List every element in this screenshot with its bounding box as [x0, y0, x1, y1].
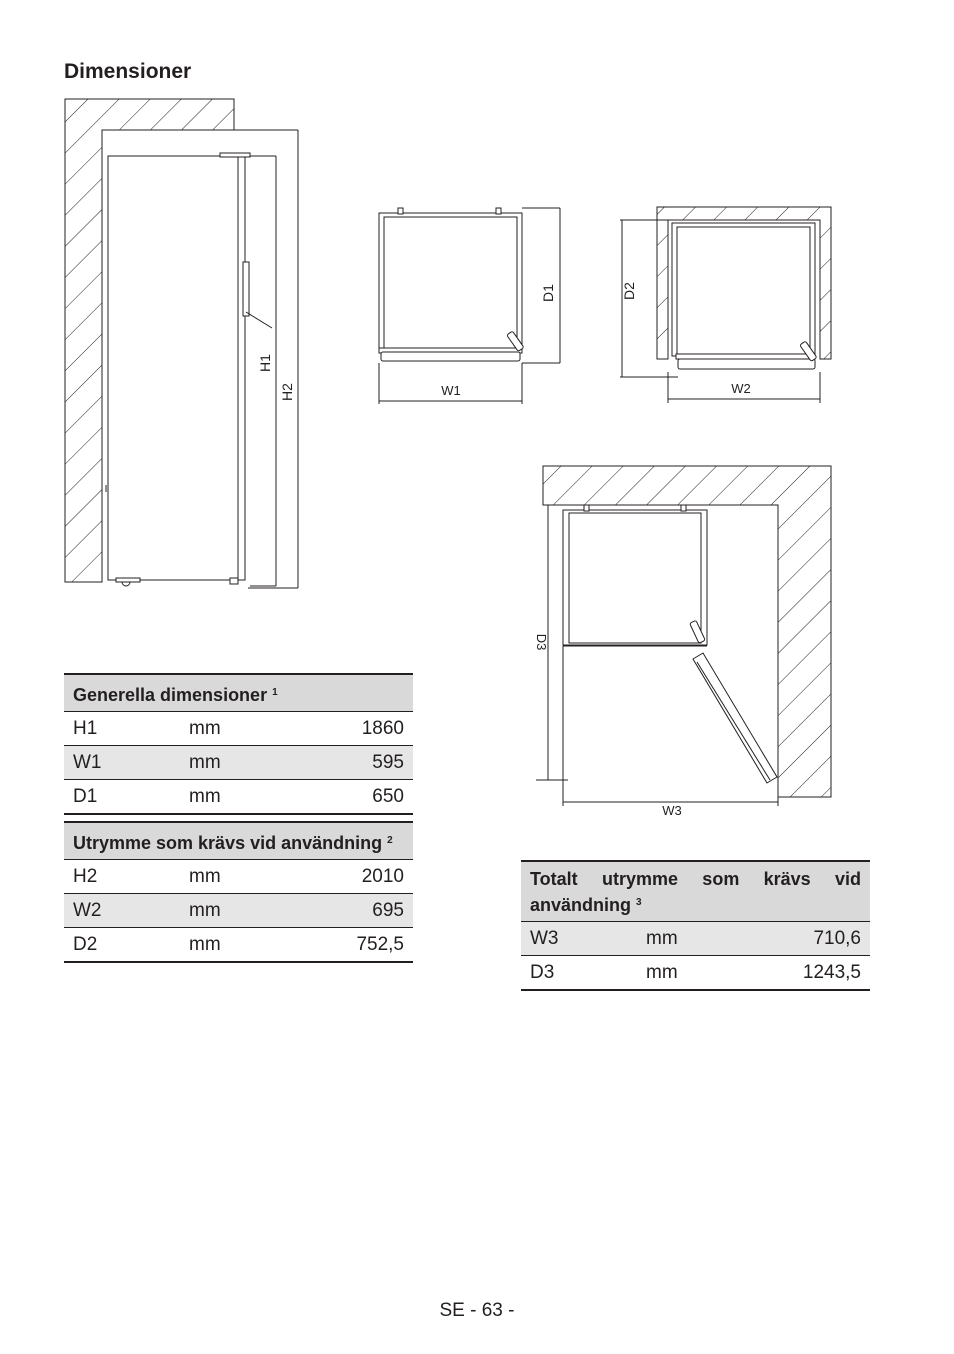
total-space-table	[521, 860, 870, 991]
door-handle	[243, 262, 249, 316]
w3-label: W3	[662, 803, 682, 818]
top-view-w1-figure	[379, 208, 560, 404]
table-header: Utrymme som krävs vid användning $^2$	[64, 822, 413, 860]
table-row: D1 mm 650	[64, 780, 413, 815]
w1-label: W1	[441, 383, 461, 398]
page-title: Dimensioner	[64, 60, 192, 83]
required-space-table	[64, 821, 413, 963]
table-row: W1 mm 595	[64, 746, 413, 780]
table-row: H2 mm 2010	[64, 860, 413, 894]
fridge-body-side	[108, 156, 240, 580]
table-row: D2 mm 752,5	[64, 928, 413, 963]
d1-label: D1	[540, 284, 556, 302]
table-row: W3 mm 710,6	[521, 922, 870, 956]
table-row: H1 mm 1860	[64, 712, 413, 746]
d2-label: D2	[621, 282, 637, 300]
h2-label: H2	[279, 383, 295, 401]
general-dimensions-table	[64, 673, 413, 815]
fridge-door-side	[238, 156, 245, 580]
top-view-w3-figure	[536, 466, 831, 806]
table-header: Totalt utrymme som krävs vid användning $^3$	[521, 861, 870, 922]
table-header: Generella dimensioner $^1$	[64, 674, 413, 712]
page-number: SE - 63 -	[439, 1300, 515, 1321]
table-row: D3 mm 1243,5	[521, 956, 870, 991]
w2-label: W2	[731, 381, 751, 396]
table-row: W2 mm 695	[64, 894, 413, 928]
d3-label: D3	[534, 633, 549, 651]
side-view-figure	[65, 99, 298, 588]
top-view-w2-figure	[620, 207, 831, 403]
h1-label: H1	[257, 354, 273, 372]
